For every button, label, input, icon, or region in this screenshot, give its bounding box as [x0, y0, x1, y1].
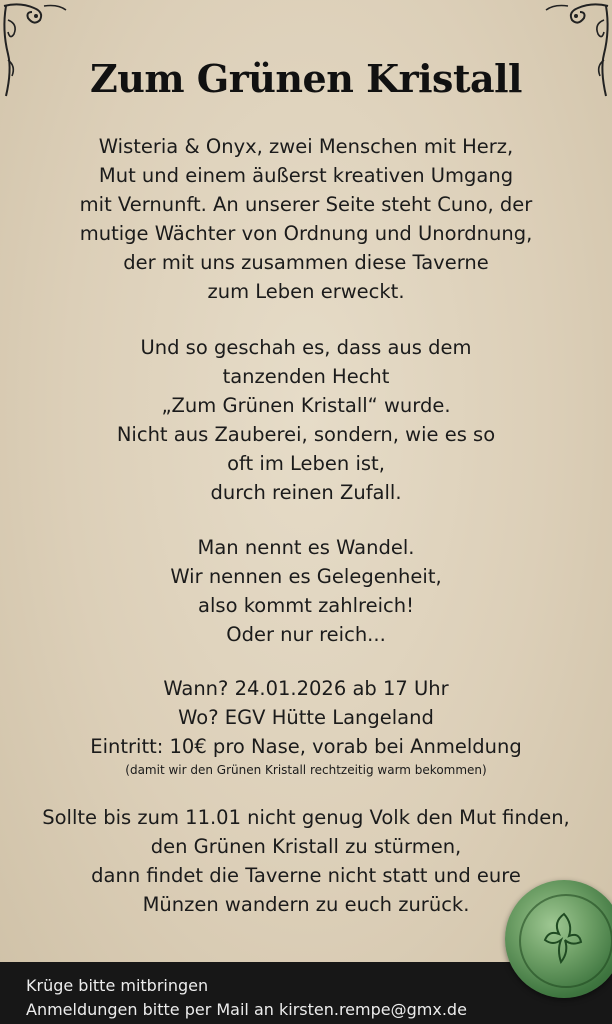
story-line: Nicht aus Zauberei, sondern, wie es so — [116, 423, 496, 446]
story-line: „Zum Grünen Kristall“ wurde. — [161, 394, 451, 417]
page-title: Zum Grünen Kristall — [90, 56, 522, 101]
slogan-line: Man nennt es Wandel. — [197, 536, 415, 559]
story-line: Und so geschah es, dass aus dem — [140, 336, 472, 359]
entry-note: (damit wir den Grünen Kristall rechtzeitig warm bekommen) — [125, 763, 487, 777]
intro-paragraph — [0, 132, 612, 306]
seal-emblem-icon — [539, 910, 589, 966]
story-line: tanzenden Hecht — [222, 365, 390, 388]
intro-line: Mut und einem äußerst kreativen Umgang — [98, 164, 514, 187]
condition-line: den Grünen Kristall zu stürmen, — [150, 835, 462, 858]
footer-bring-mugs: Krüge bitte mitbringen — [26, 976, 209, 995]
condition-line: dann findet die Taverne nicht statt und eure — [91, 864, 521, 887]
condition-line: Sollte bis zum 11.01 nicht genug Volk den Mut finden, — [42, 806, 570, 829]
intro-line: zum Leben erweckt. — [207, 280, 405, 303]
event-entry-fee: Eintritt: 10€ pro Nase, vorab bei Anmeldung — [90, 735, 522, 758]
slogan-line: Oder nur reich... — [226, 623, 386, 646]
story-paragraph — [0, 333, 612, 507]
slogan-paragraph — [0, 533, 612, 649]
intro-line: mutige Wächter von Ordnung und Unordnung, — [79, 222, 533, 245]
intro-line: mit Vernunft. An unserer Seite steht Cuno, der — [79, 193, 533, 216]
story-line: durch reinen Zufall. — [210, 481, 402, 504]
footer-registration-email: Anmeldungen bitte per Mail an kirsten.rempe@gmx.de — [26, 1000, 467, 1019]
intro-line: Wisteria & Onyx, zwei Menschen mit Herz, — [98, 135, 514, 158]
slogan-line: Wir nennen es Gelegenheit, — [170, 565, 442, 588]
story-line: oft im Leben ist, — [227, 452, 385, 475]
event-location: Wo? EGV Hütte Langeland — [178, 706, 434, 729]
condition-line: Münzen wandern zu euch zurück. — [142, 893, 470, 916]
event-date: Wann? 24.01.2026 ab 17 Uhr — [163, 677, 449, 700]
wax-seal-icon — [505, 880, 612, 998]
event-details — [0, 674, 612, 779]
slogan-line: also kommt zahlreich! — [198, 594, 414, 617]
intro-line: der mit uns zusammen diese Taverne — [123, 251, 489, 274]
